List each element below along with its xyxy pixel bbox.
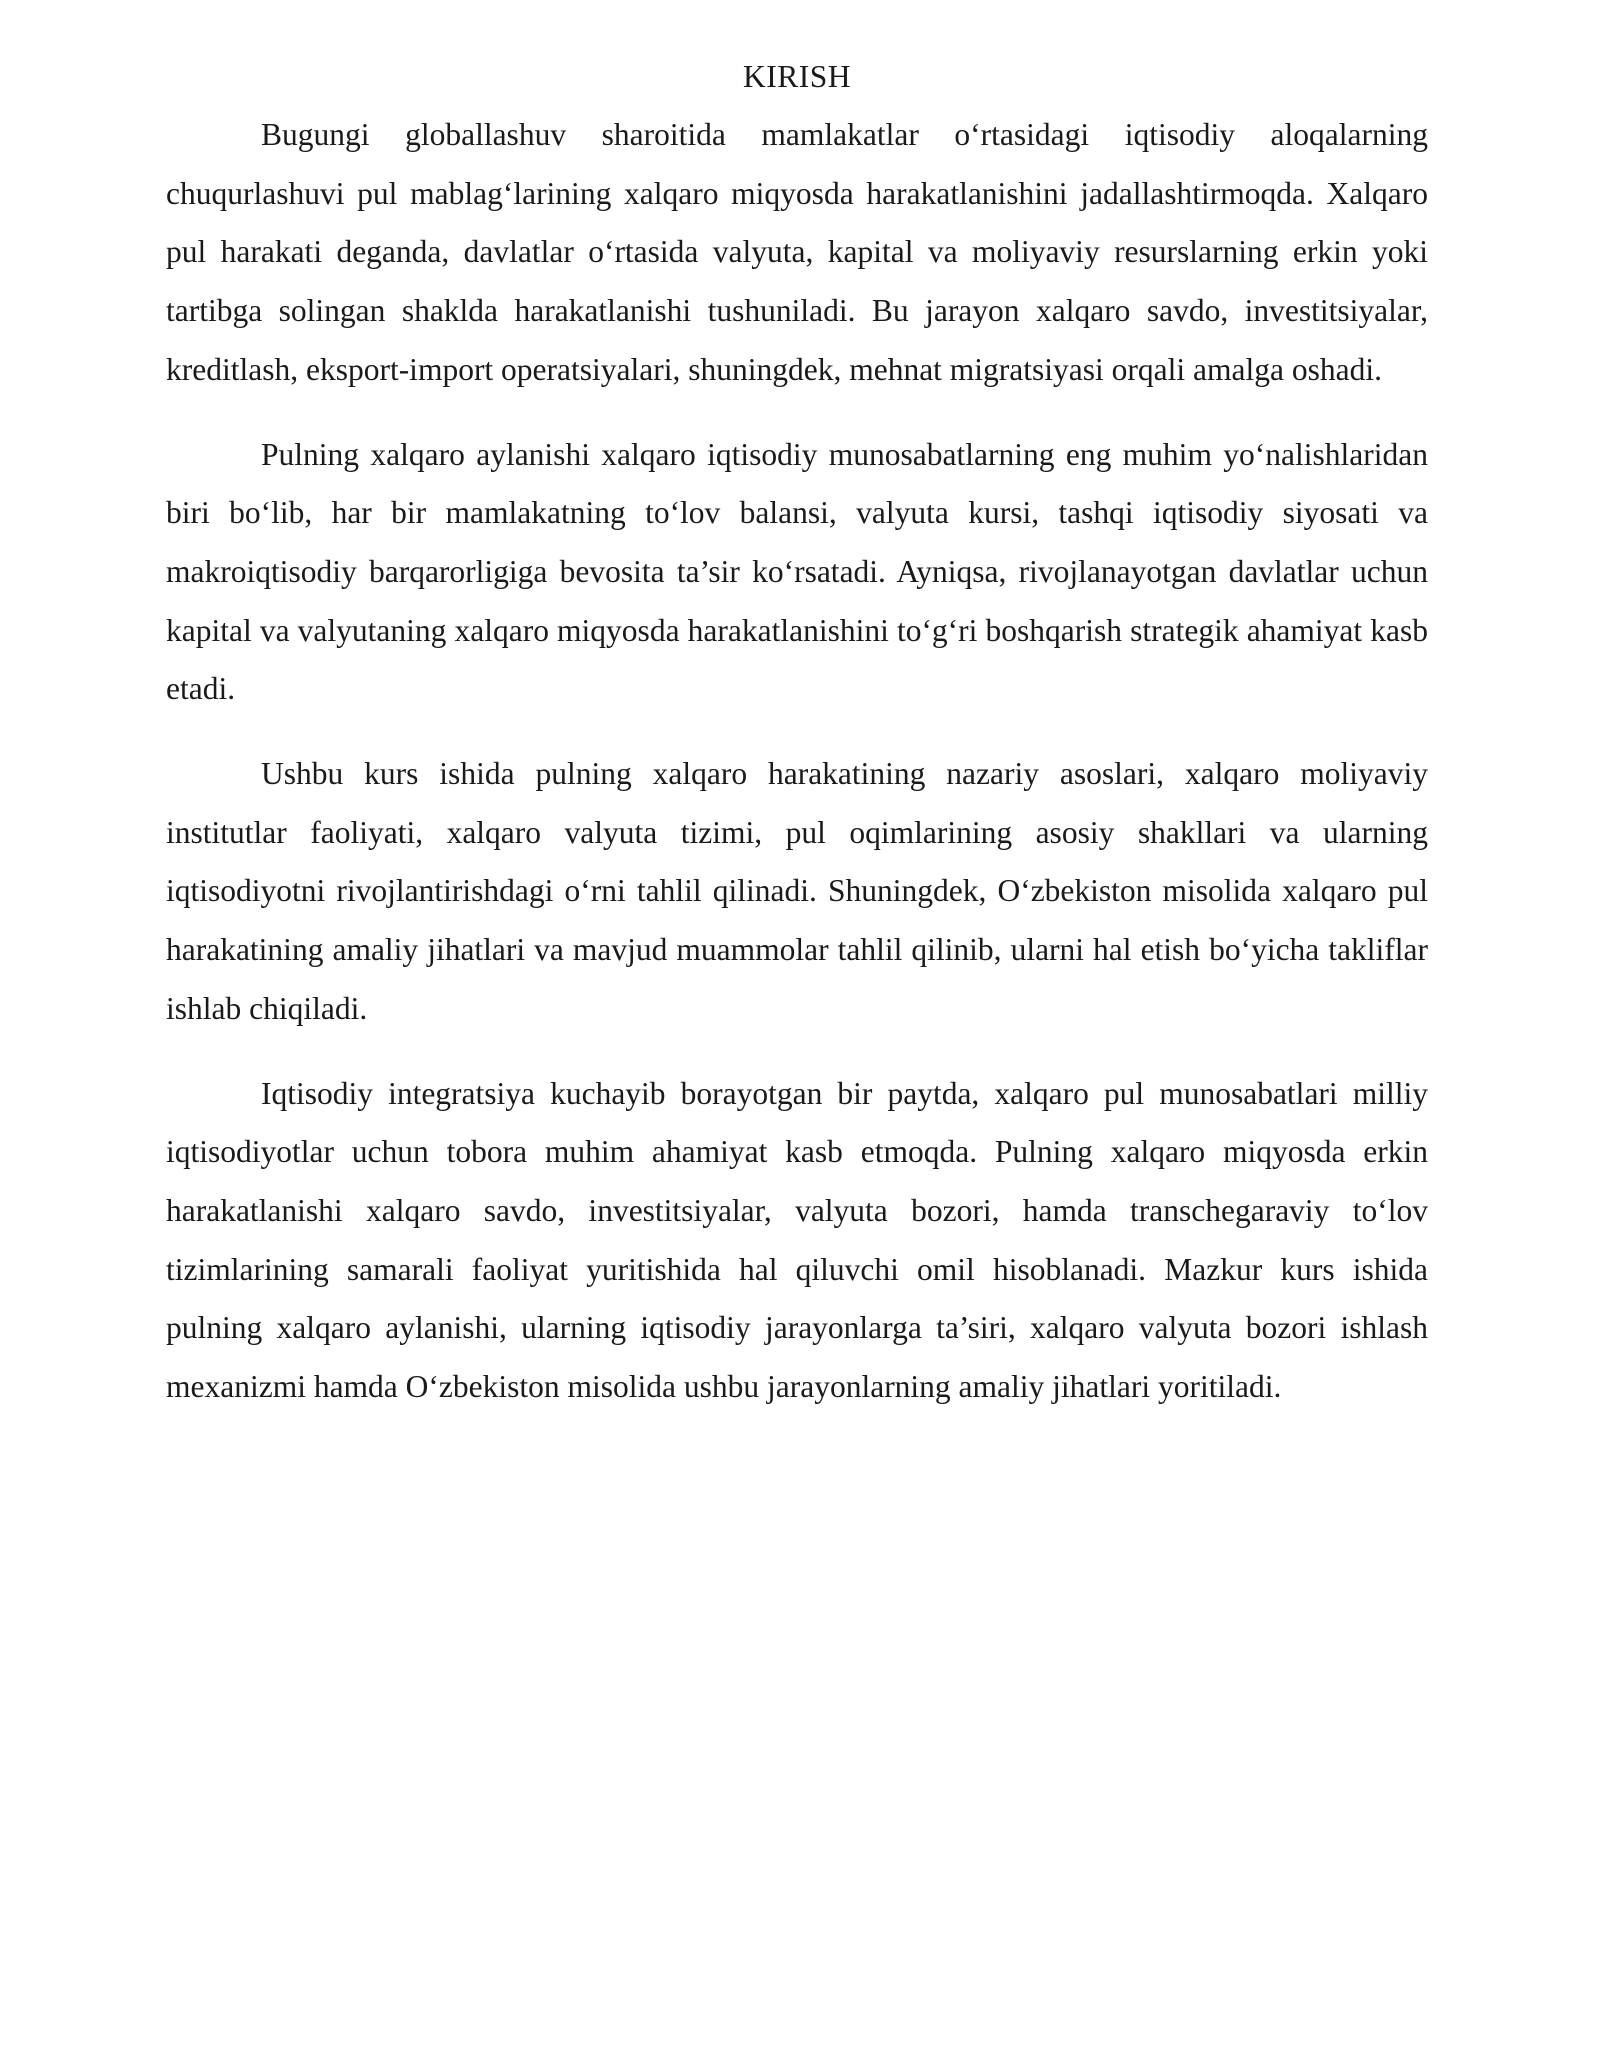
paragraph-2: Pulning xalqaro aylanishi xalqaro iqtisodiy munosabatlarning eng muhim yo‘nalishlaridan biri bo‘lib, har bir mamlakatning to‘lov balansi, valyuta kursi, tashqi iqtisodiy siyosati va makroiqtisodiy barqarorligiga bevosita ta’sir ko‘rsatadi. Ayniqsa, rivojlanayotgan davlatlar uchun kapital va valyutaning xalqaro miqyosda harakatlanishini to‘g‘ri boshqarish strategik ahamiyat kasb etadi.: [166, 436, 1428, 707]
paragraph-3: Ushbu kurs ishida pulning xalqaro harakatining nazariy asoslari, xalqaro moliyaviy institutlar faoliyati, xalqaro valyuta tizimi, pul oqimlarining asosiy shakllari va ularning iqtisodiyotni rivojlantirishdagi o‘rni tahlil qilinadi. Shuningdek, O‘zbekiston misolida xalqaro pul harakatining amaliy jihatlari va mavjud muammolar tahlil qilinib, ularni hal etish bo‘yicha takliflar ishlab chiqiladi.: [166, 756, 1428, 1026]
document-body: [166, 52, 1428, 1443]
page-title: KIRISH: [742, 59, 851, 94]
paragraph-4: Iqtisodiy integratsiya kuchayib borayotgan bir paytda, xalqaro pul munosabatlari milliy iqtisodiyotlar uchun tobora muhim ahamiyat kasb etmoqda. Pulning xalqaro miqyosda erkin harakatlanishi xalqaro savdo, investitsiyalar, valyuta bozori, hamda transchegaraviy to‘lov tizimlarining samarali faoliyat yuritishida hal qiluvchi omil hisoblanadi. Mazkur kurs ishida pulning xalqaro aylanishi, ularning iqtisodiy jarayonlarga ta’siri, xalqaro valyuta bozori ishlash mexanizmi hamda O‘zbekiston misolida ushbu jarayonlarning amaliy jihatlari yoritiladi.: [166, 1075, 1428, 1405]
paragraph-1: Bugungi globallashuv sharoitida mamlakatlar o‘rtasidagi iqtisodiy aloqalarning chuqurlashuvi pul mablag‘larining xalqaro miqyosda harakatlanishini jadallashtirmoqda. Xalqaro pul harakati deganda, davlatlar o‘rtasida valyuta, kapital va moliyaviy resurslarning erkin yoki tartibga solingan shaklda harakatlanishi tushuniladi. Bu jarayon xalqaro savdo, investitsiyalar, kreditlash, eksport-import operatsiyalari, shuningdek, mehnat migratsiyasi orqali amalga oshadi.: [166, 117, 1428, 387]
